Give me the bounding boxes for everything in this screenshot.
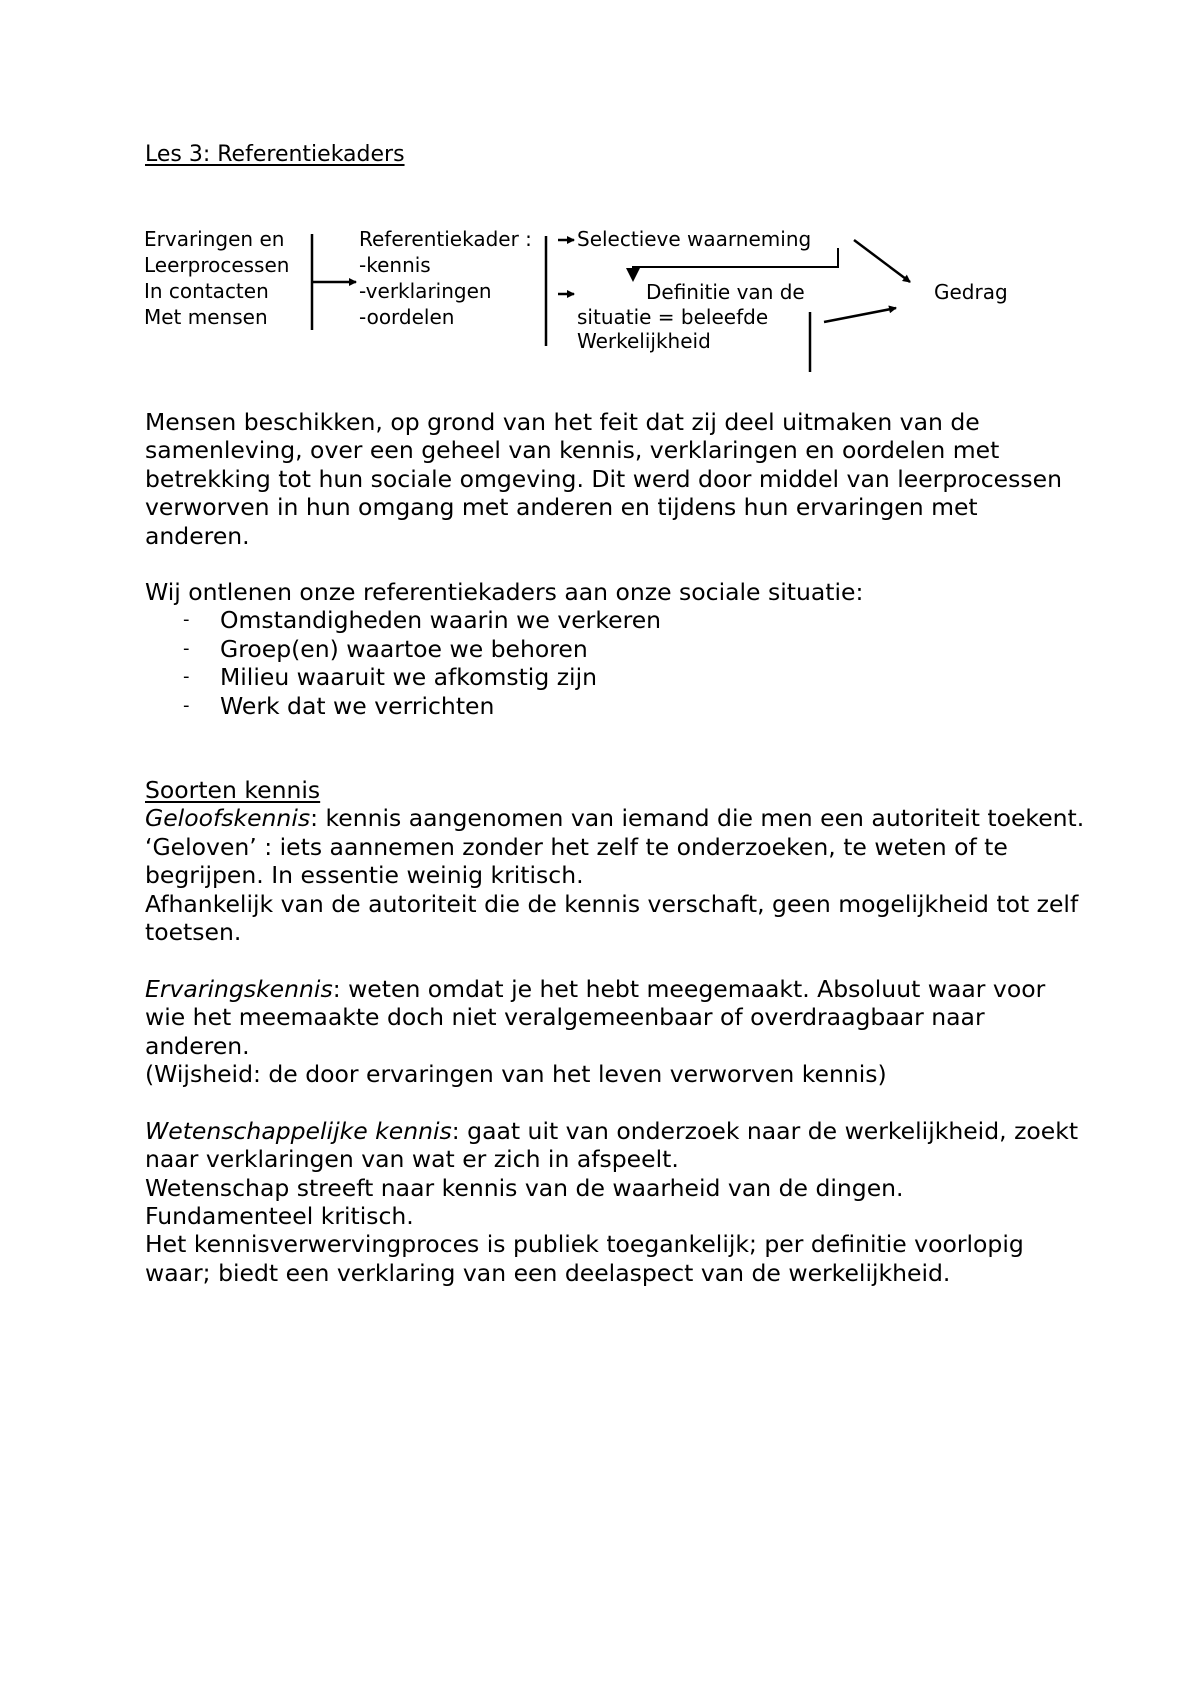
- reference-frame-line: -verklaringen: [359, 279, 492, 303]
- definition-line: Werkelijkheid: [577, 329, 711, 353]
- experiences-line: Met mensen: [144, 305, 268, 329]
- down-arrow-head: [626, 268, 640, 282]
- intro-paragraph: Mensen beschikken, op grond van het feit dat zij deel uitmaken van de samenleving, over een geheel van kennis, verklaringen en oordelen met betrekking tot hun sociale omgeving. Dit werd door middel van leerprocessen verworven in hun omgang met anderen en tijdens hun ervaringen met anderen.: [145, 408, 1062, 550]
- list-item: - Werk dat we verrichten: [183, 691, 495, 720]
- reference-frame-column: [359, 226, 532, 330]
- reference-frame-line: Referentiekader :: [359, 227, 532, 251]
- list-item: - Groep(en) waartoe we behoren: [183, 634, 588, 663]
- list-item: - Milieu waaruit we afkomstig zijn: [183, 663, 597, 692]
- sources-list: [145, 606, 1085, 720]
- science-extra: Het kennisverwervingproces is publiek toegankelijk; per definitie voorlopig waar; biedt een verklaring van een deelaspect van de werkelijkheid.: [145, 1230, 1024, 1287]
- reference-frame-line: -oordelen: [359, 305, 455, 329]
- definition-continued: [577, 305, 768, 353]
- experience-knowledge: Ervaringskennis: weten omdat je het hebt meegemaakt. Absoluut waar voor wie het meemaakte doch niet veralgemeenbaar of overdraagbaar naar anderen.: [145, 974, 1046, 1060]
- science-extra: Wetenschap streeft naar kennis van de waarheid van de dingen.: [145, 1173, 904, 1202]
- experiences-line: Leerprocessen: [144, 253, 290, 277]
- experiences-column: [144, 226, 289, 330]
- sources-intro: Wij ontlenen onze referentiekaders aan onze sociale situatie:: [145, 578, 864, 606]
- belief-knowledge: Geloofskennis: kennis aangenomen van iemand die men een autoriteit toekent. ‘Geloven’ : iets aannemen zonder het zelf te onderzoeken, te weten of te begrijpen. In essentie weinig kritisch.: [145, 804, 1085, 890]
- behavior-label: Gedrag: [934, 280, 1008, 304]
- section-heading: Soorten kennis: [145, 776, 321, 804]
- science-knowledge: Wetenschappelijke kennis: gaat uit van onderzoek naar de werkelijkheid, zoekt naar verklaringen van wat er zich in afspeelt.: [145, 1116, 1079, 1174]
- sources-section: [145, 578, 1085, 720]
- reference-frame-line: -kennis: [359, 253, 431, 277]
- definition-line: situatie = beleefde: [577, 305, 769, 329]
- definition-label: Definitie van de: [646, 280, 805, 304]
- bullet-dash: -: [183, 637, 190, 659]
- list-item: - Omstandigheden waarin we verkeren: [183, 606, 662, 635]
- experiences-line: In contacten: [144, 279, 269, 303]
- arrow-selective-to-behavior: [854, 240, 910, 282]
- experience-term: Ervaringskennis: [145, 974, 333, 1003]
- science-extra: Fundamenteel kritisch.: [145, 1202, 414, 1231]
- arrow-definition-to-behavior: [824, 308, 896, 322]
- reference-frame-diagram: [0, 0, 1200, 400]
- selective-perception-label: Selectieve waarneming: [577, 227, 812, 251]
- bullet-dash: -: [183, 666, 190, 688]
- science-term: Wetenschappelijke kennis: [145, 1116, 452, 1145]
- bullet-dash: -: [183, 694, 190, 716]
- experience-extra: (Wijsheid: de door ervaringen van het leven verworven kennis): [145, 1060, 887, 1089]
- page-title: Les 3: Referentiekaders: [145, 142, 405, 167]
- belief-extra: Afhankelijk van de autoriteit die de kennis verschaft, geen mogelijkheid tot zelf toetsen.: [145, 889, 1079, 947]
- bullet-dash: -: [183, 609, 190, 631]
- knowledge-section: [145, 776, 1085, 1287]
- experiences-line: Ervaringen en: [144, 227, 285, 251]
- belief-term: Geloofskennis: [145, 804, 311, 833]
